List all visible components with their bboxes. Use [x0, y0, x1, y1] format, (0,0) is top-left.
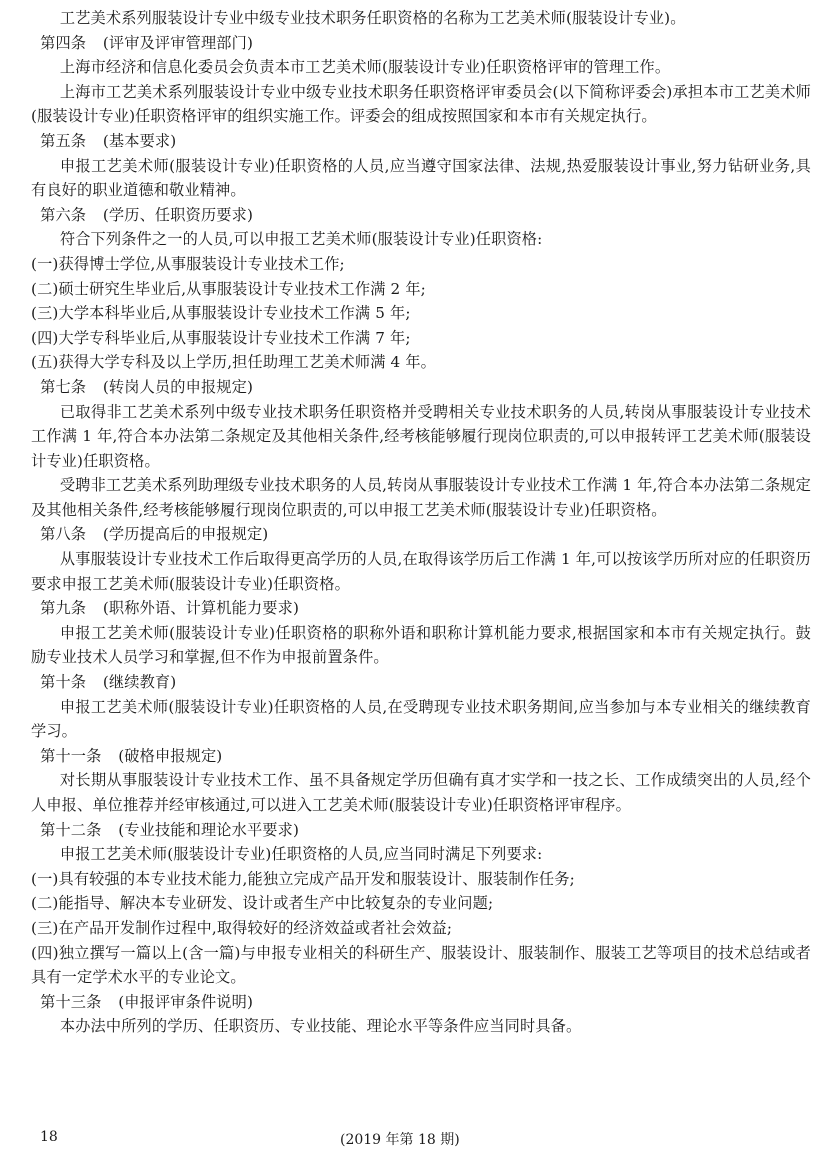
article-heading: [31, 375, 811, 400]
list-item: (三)大学本科毕业后,从事服装设计专业技术工作满 5 年;: [31, 304, 411, 323]
article-heading: [31, 990, 811, 1015]
list-item: (一)获得博士学位,从事服装设计专业技术工作;: [31, 254, 345, 273]
article-title: (基本要求): [102, 131, 177, 150]
list-item: (五)获得大学专科及以上学历,担任助理工艺美术师满 4 年。: [31, 353, 436, 372]
article-heading: [31, 129, 811, 154]
article-title: (申报评审条件说明): [118, 992, 254, 1011]
article-heading: [31, 203, 811, 228]
article-number: 第九条: [40, 599, 87, 618]
body-paragraph: 申报工艺美术师(服装设计专业)任职资格的人员,应当遵守国家法律、法规,热爱服装设计事业,努力钻研业务,具有良好的职业道德和敬业精神。: [31, 156, 811, 200]
article-title: (破格申报规定): [118, 746, 223, 765]
list-item: (一)具有较强的本专业技术能力,能独立完成产品开发和服装设计、服装制作任务;: [31, 869, 575, 888]
article-title: (学历提高后的申报规定): [102, 525, 269, 544]
page-number: 18: [40, 1129, 58, 1145]
article-heading: [31, 31, 811, 56]
body-paragraph: 对长期从事服装设计专业技术工作、虽不具备规定学历但确有真才实学和一技之长、工作成绩突出的人员,经个人申报、单位推荐并经审核通过,可以进入工艺美术师(服装设计专业)任职资格评审程序。: [31, 771, 811, 814]
article-number: 第十一条: [40, 746, 102, 765]
article-number: 第五条: [40, 131, 87, 150]
body-paragraph: 工艺美术系列服装设计专业中级专业技术职务任职资格的名称为工艺美术师(服装设计专业)。: [59, 9, 686, 27]
issue-label: (2019 年第 18 期): [340, 1132, 460, 1148]
article-number: 第六条: [40, 205, 87, 224]
article-heading: [31, 596, 811, 621]
article-title: (评审及评审管理部门): [102, 33, 254, 52]
body-paragraph: 已取得非工艺美术系列中级专业技术职务任职资格并受聘相关专业技术职务的人员,转岗从事服装设计专业技术工作满 1 年,符合本办法第二条规定及其他相关条件,经考核能够履行现岗位职责的,可以申报转评工艺美术师(服装设计专业)任职资格。: [31, 402, 811, 470]
article-number: 第四条: [40, 33, 87, 52]
body-paragraph: 本办法中所列的学历、任职资历、专业技能、理论水平等条件应当同时具备。: [59, 1017, 582, 1036]
article-number: 第八条: [40, 525, 87, 544]
body-paragraph: 申报工艺美术师(服装设计专业)任职资格的人员,应当同时满足下列要求:: [59, 845, 543, 864]
list-item: (二)硕士研究生毕业后,从事服装设计专业技术工作满 2 年;: [31, 279, 426, 298]
article-number: 第十三条: [40, 992, 102, 1011]
body-paragraph: 上海市工艺美术系列服装设计专业中级专业技术职务任职资格评审委员会(以下简称评委会)承担本市工艺美术师(服装设计专业)任职资格评审的组织实施工作。评委会的组成按照国家和本市有关规定执行。: [31, 82, 811, 126]
body-paragraph: 受聘非工艺美术系列助理级专业技术职务的人员,转岗从事服装设计专业技术工作满 1 年,符合本办法第二条规定及其他相关条件,经考核能够履行现岗位职责的,可以申报工艺美术师(服装设计专业)任职资格。: [31, 476, 811, 519]
list-item: (三)在产品开发制作过程中,取得较好的经济效益或者社会效益;: [31, 918, 453, 937]
body-paragraph: 从事服装设计专业技术工作后取得更高学历的人员,在取得该学历后工作满 1 年,可以按该学历所对应的任职资历要求申报工艺美术师(服装设计专业)任职资格。: [31, 550, 811, 593]
article-title: (继续教育): [102, 673, 177, 692]
page-footer: [40, 1129, 800, 1151]
article-heading: [31, 818, 811, 843]
document-body: [31, 6, 811, 1039]
article-number: 第七条: [40, 377, 87, 396]
article-title: (职称外语、计算机能力要求): [102, 599, 300, 618]
list-item: (二)能指导、解决本专业研发、设计或者生产中比较复杂的专业问题;: [31, 894, 494, 913]
article-title: (专业技能和理论水平要求): [118, 820, 300, 839]
body-paragraph: 申报工艺美术师(服装设计专业)任职资格的职称外语和职称计算机能力要求,根据国家和本市有关规定执行。鼓励专业技术人员学习和掌握,但不作为申报前置条件。: [31, 623, 811, 667]
article-heading: [31, 744, 811, 769]
article-number: 第十二条: [40, 820, 102, 839]
article-heading: [31, 522, 811, 547]
body-paragraph: 符合下列条件之一的人员,可以申报工艺美术师(服装设计专业)任职资格:: [59, 230, 543, 249]
article-title: (学历、任职资历要求): [102, 205, 254, 224]
article-number: 第十条: [40, 673, 87, 692]
article-heading: [31, 670, 811, 695]
list-item: (四)独立撰写一篇以上(含一篇)与申报专业相关的科研生产、服装设计、服装制作、服装工艺等项目的技术总结或者具有一定学术水平的专业论文。: [31, 943, 811, 987]
article-title: (转岗人员的申报规定): [102, 377, 254, 396]
body-paragraph: 申报工艺美术师(服装设计专业)任职资格的人员,在受聘现专业技术职务期间,应当参加与本专业相关的继续教育学习。: [31, 697, 811, 741]
list-item: (四)大学专科毕业后,从事服装设计专业技术工作满 7 年;: [31, 328, 411, 347]
body-paragraph: 上海市经济和信息化委员会负责本市工艺美术师(服装设计专业)任职资格评审的管理工作。: [59, 58, 671, 77]
